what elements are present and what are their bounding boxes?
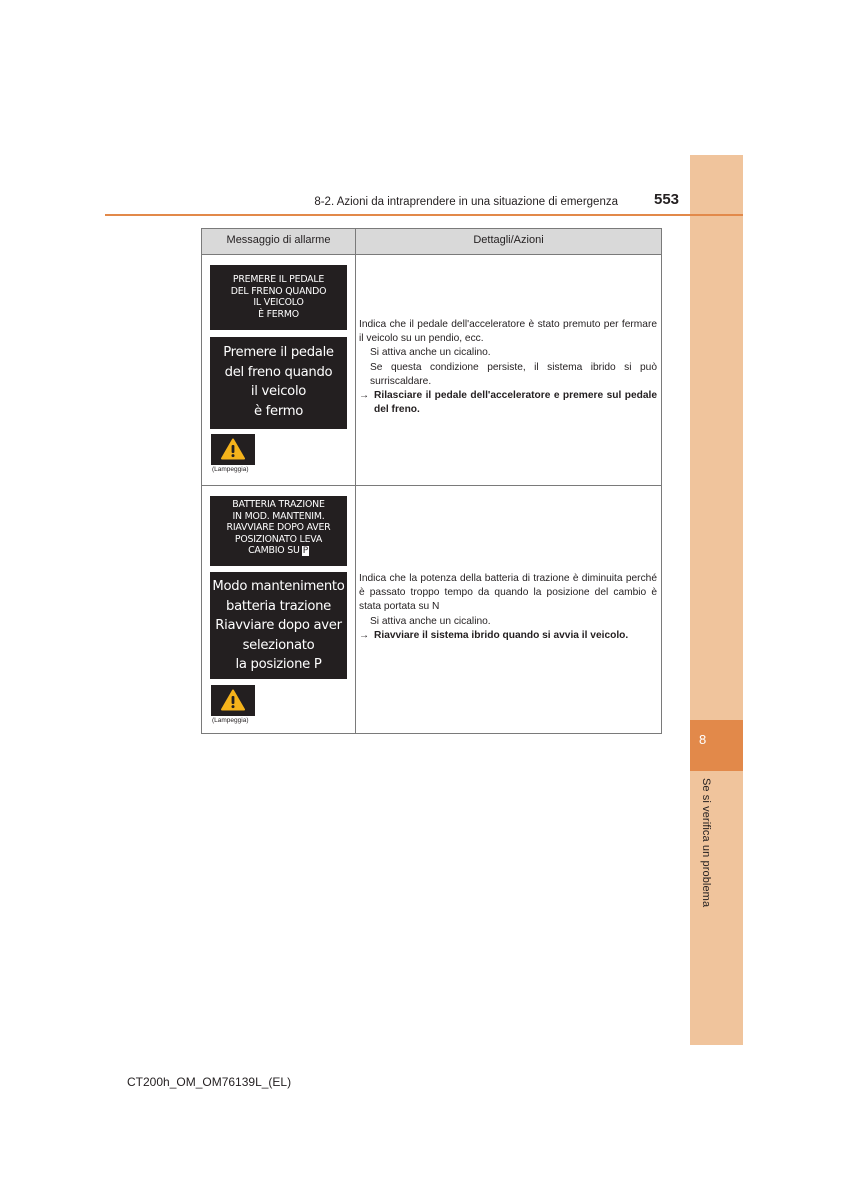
small-display-message <box>210 265 347 330</box>
display-line: Riavviare dopo aver <box>215 618 342 633</box>
action-item <box>359 629 657 643</box>
row-description <box>359 572 657 643</box>
icon-caption: (Lampeggia) <box>212 466 249 473</box>
description-text: Indica che la potenza della batteria di trazione è diminuita perché è passato troppo tempo da quando la posizione del cambio è stata portata su N <box>359 573 657 613</box>
arrow-icon: → <box>359 390 370 402</box>
warning-triangle-icon <box>221 438 245 460</box>
note-text: Si attiva anche un cicalino. <box>370 615 491 627</box>
display-line: selezionato <box>242 637 315 653</box>
description-text: Indica che il pedale dell'acceleratore è stato premuto per fermare il veicolo su un pendio, ecc. <box>359 319 657 345</box>
display-line <box>210 545 347 557</box>
warning-messages-table <box>201 228 662 734</box>
warning-light-box <box>211 685 255 716</box>
warning-triangle-icon <box>221 689 245 711</box>
display-line: BATTERIA TRAZIONE <box>232 499 325 510</box>
chapter-title: Se si verifica un problema <box>700 778 712 908</box>
display-line: È FERMO <box>258 308 299 320</box>
shift-position-key: P <box>302 546 308 556</box>
display-line: la posizione P <box>235 657 322 672</box>
note-text: Si attiva anche un cicalino. <box>370 347 491 359</box>
action-item <box>359 389 657 417</box>
page-number: 553 <box>654 191 680 208</box>
icon-caption: (Lampeggia) <box>212 717 249 724</box>
row-divider <box>202 485 661 486</box>
header-rule <box>105 214 743 216</box>
chapter-number-tab[interactable] <box>690 720 743 771</box>
display-line: il veicolo <box>250 384 307 399</box>
large-display-message <box>210 572 347 679</box>
display-line: RIAVVIARE DOPO AVER <box>226 522 331 533</box>
note-text: Se questa condizione persiste, il sistema ibrido si può surriscaldare. <box>370 361 657 387</box>
warning-light-box <box>211 434 255 465</box>
large-display-message <box>210 337 347 429</box>
display-line: batteria trazione <box>226 598 331 614</box>
row-description <box>359 318 657 417</box>
table-header <box>202 229 661 255</box>
display-line: è fermo <box>253 403 304 419</box>
section-title: 8-2. Azioni da intraprendere in una situazione di emergenza <box>314 196 618 208</box>
document-code: CT200h_OM_OM76139L_(EL) <box>127 1075 292 1089</box>
display-line: POSIZIONATO LEVA <box>234 533 323 545</box>
column-divider <box>355 229 356 733</box>
action-text: Riavviare il sistema ibrido quando si avvia il veicolo. <box>374 629 629 641</box>
display-text: CAMBIO SU <box>248 545 300 556</box>
display-line: Premere il pedale <box>223 345 334 360</box>
column-header-message: Messaggio di allarme <box>226 234 331 246</box>
display-line: del freno quando <box>224 364 333 380</box>
display-line: PREMERE IL PEDALE <box>232 274 325 285</box>
display-line: Modo mantenimento <box>212 579 345 594</box>
arrow-icon: → <box>359 629 370 641</box>
action-text: Rilasciare il pedale dell'acceleratore e premere sul pedale del freno. <box>374 390 657 416</box>
small-display-message <box>210 496 347 566</box>
display-line: IL VEICOLO <box>253 297 304 308</box>
chapter-number: 8 <box>699 732 707 747</box>
display-line: IN MOD. MANTENIM. <box>232 510 325 522</box>
column-header-details: Dettagli/Azioni <box>473 234 544 246</box>
display-line: DEL FRENO QUANDO <box>230 285 327 297</box>
